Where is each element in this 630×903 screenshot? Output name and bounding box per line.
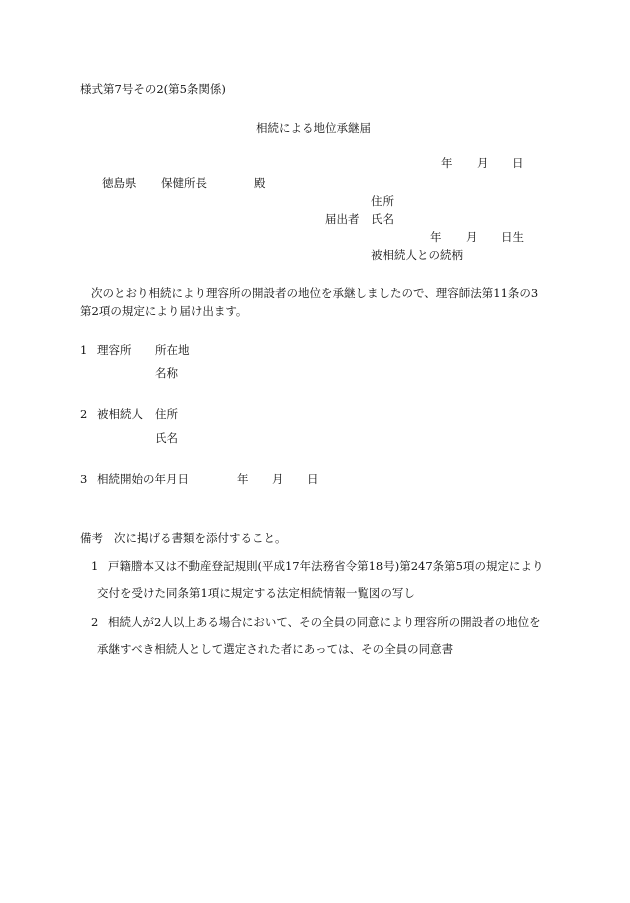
body-text-line2: 第2項の規定により届け出ます。 — [80, 304, 248, 318]
item3-label: 相続開始の年月日 — [97, 472, 189, 486]
item1-number: 1 — [80, 343, 88, 357]
item3-month: 月 — [272, 472, 284, 486]
applicant-address-label: 住所 — [371, 194, 394, 208]
body-text-line1: 次のとおり相続により理容所の開設者の地位を承継しましたので、理容師法第11条の3 — [91, 286, 539, 300]
item2-label: 被相続人 — [97, 407, 143, 421]
item3-number: 3 — [80, 472, 88, 486]
recipient-honorific: 殿 — [254, 176, 266, 190]
document-title: 相続による地位承継届 — [256, 121, 371, 135]
birth-month: 月 — [466, 230, 478, 244]
note2-line1: 相続人が2人以上ある場合において、その全員の同意により理容所の開設者の地位を — [108, 615, 541, 629]
item1-location-label: 所在地 — [155, 343, 190, 357]
note1-number: 1 — [91, 559, 99, 573]
birth-day: 日生 — [501, 230, 524, 244]
note1-line1: 戸籍謄本又は不動産登記規則(平成17年法務省令第18号)第247条第5項の規定により — [108, 559, 544, 573]
item1-label: 理容所 — [97, 343, 132, 357]
item3-day: 日 — [307, 472, 319, 486]
relationship-label: 被相続人との続柄 — [371, 248, 463, 262]
date-year: 年 — [441, 156, 453, 170]
date-day: 日 — [512, 156, 524, 170]
applicant-label: 届出者 — [325, 212, 360, 226]
form-number: 様式第7号その2(第5条関係) — [80, 82, 226, 96]
recipient-office: 保健所長 — [161, 176, 207, 190]
applicant-name-label: 氏名 — [371, 212, 394, 226]
remarks-label: 備考 — [80, 531, 103, 545]
note2-number: 2 — [91, 615, 99, 629]
note2-line2: 承継すべき相続人として選定された者にあっては、その全員の同意書 — [97, 642, 454, 656]
item3-year: 年 — [237, 472, 249, 486]
item2-number: 2 — [80, 407, 88, 421]
remarks-intro: 次に掲げる書類を添付すること。 — [114, 531, 287, 545]
item2-address-label: 住所 — [155, 407, 178, 421]
recipient-prefecture: 徳島県 — [102, 176, 137, 190]
birth-year: 年 — [430, 230, 442, 244]
note1-line2: 交付を受けた同条第1項に規定する法定相続情報一覧図の写し — [97, 586, 415, 600]
item1-name-label: 名称 — [155, 366, 178, 380]
date-month: 月 — [477, 156, 489, 170]
item2-name-label: 氏名 — [155, 431, 178, 445]
